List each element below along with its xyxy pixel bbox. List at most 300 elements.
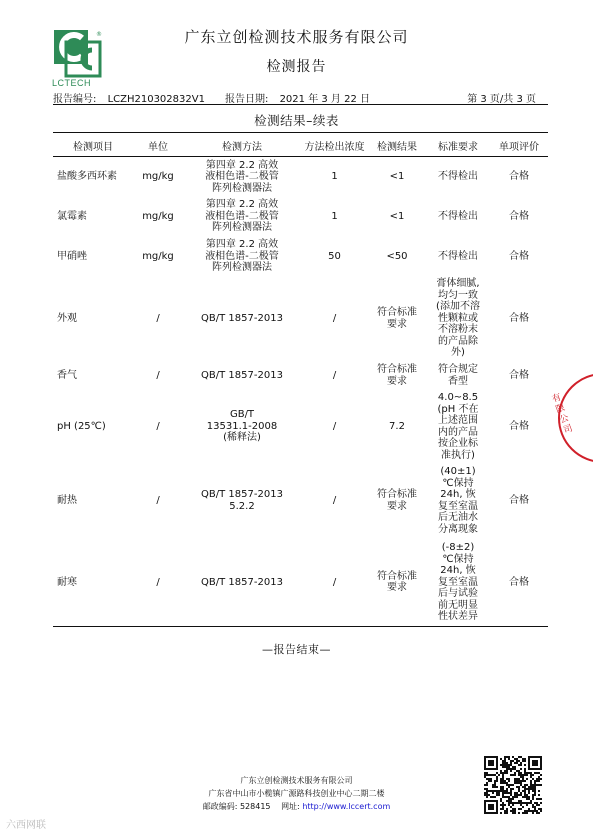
qr-module [504,790,506,792]
qr-module [504,792,506,794]
cell-result: 符合标准 要求 [377,364,417,387]
header-divider [53,104,548,105]
qr-module [530,772,532,774]
cell-result: <50 [386,250,408,262]
qr-module [532,790,534,792]
qr-module [524,758,526,760]
qr-module [490,796,492,798]
qr-module [490,790,492,792]
qr-module [526,778,528,780]
qr-module [514,782,516,784]
cell-item: 耐热 [57,494,77,506]
qr-module [506,812,508,814]
qr-module [536,812,538,814]
qr-module [486,778,488,780]
qr-module [518,812,520,814]
qr-module [508,800,510,802]
qr-module [540,810,542,812]
website-label: 网址: [281,802,300,811]
qr-module [486,796,488,798]
qr-module [512,788,514,790]
qr-module [522,758,524,760]
qr-module [504,812,506,814]
qr-module [496,794,498,796]
qr-module [500,782,502,784]
qr-module [526,802,528,804]
qr-module [520,804,522,806]
qr-module [500,808,502,810]
qr-module [506,808,508,810]
qr-module [520,764,522,766]
table-header-row [53,134,548,157]
qr-module [538,772,540,774]
table-row [53,237,548,277]
qr-module [520,782,522,784]
qr-module [494,774,496,776]
qr-module [510,800,512,802]
qr-module [498,790,500,792]
qr-module [518,786,520,788]
qr-module [516,762,518,764]
qr-module [484,772,486,774]
qr-module [530,802,532,804]
footer-address: 广东省中山市小榄镇广源路科技创业中心二期二楼 [208,789,385,798]
qr-module [500,788,502,790]
cell-detection-limit: / [301,539,368,627]
qr-module [524,770,526,772]
table-top-rule [53,132,548,133]
qr-module [518,764,520,766]
cell-result: <1 [389,171,405,182]
qr-module [508,792,510,794]
qr-module [526,804,528,806]
page-info: 第 3 页/共 3 页 [467,94,536,105]
qr-module [524,790,526,792]
qr-module [524,764,526,766]
cell-evaluation: 合格 [509,312,529,324]
table-row [53,361,548,391]
cell-method: GB/T 13531.1-2008 (稀释法) [206,409,278,444]
qr-module [502,786,504,788]
qr-module [506,796,508,798]
qr-module [510,760,512,762]
cell-evaluation: 合格 [509,250,529,262]
qr-module [512,768,514,770]
svg-text:®: ® [96,31,102,38]
qr-module [518,778,520,780]
qr-module [506,784,508,786]
qr-module [492,790,494,792]
qr-module [522,774,524,776]
qr-module [536,804,538,806]
results-table [53,134,548,627]
qr-module [524,796,526,798]
qr-module [502,760,504,762]
qr-module [504,758,506,760]
qr-module [504,780,506,782]
results-title: 检测结果–续表 [254,113,339,128]
report-number [53,90,205,105]
qr-module [520,768,522,770]
qr-module [512,760,514,762]
qr-module [486,782,488,784]
qr-module [506,790,508,792]
header-evaluation: 单项评价 [490,134,548,157]
cell-evaluation: 合格 [490,539,548,627]
qr-module [534,790,536,792]
qr-module [514,794,516,796]
qr-module [510,790,512,792]
qr-module [526,798,528,800]
qr-module [522,802,524,804]
qr-module [540,808,542,810]
qr-module [520,784,522,786]
qr-module [516,760,518,762]
qr-module [534,792,536,794]
qr-module [540,798,542,800]
report-title: 检测报告 [266,59,327,75]
qr-module [506,800,508,802]
qr-module [538,808,540,810]
qr-module [514,808,516,810]
qr-module [502,794,504,796]
report-date-label: 报告日期: [225,94,269,105]
qr-module [534,786,536,788]
qr-module [502,762,504,764]
qr-module [510,762,512,764]
qr-module [516,792,518,794]
qr-module [530,774,532,776]
cell-item: 香气 [57,369,77,381]
qr-module [534,782,536,784]
qr-module [496,778,498,780]
qr-module [484,784,486,786]
qr-module [502,788,504,790]
qr-module [484,792,486,794]
qr-module [518,780,520,782]
qr-module [538,804,540,806]
qr-module [532,806,534,808]
qr-module [504,760,506,762]
qr-module [536,780,538,782]
qr-module [518,770,520,772]
qr-module [522,806,524,808]
qr-module [502,776,504,778]
qr-module [488,778,490,780]
table-row [53,539,548,627]
qr-module [520,762,522,764]
qr-module [524,810,526,812]
cell-result: <1 [389,210,405,222]
report-number-label: 报告编号: [53,94,97,105]
qr-module [514,768,516,770]
cell-requirement: 不得检出 [438,210,478,222]
qr-module [506,762,508,764]
qr-module [498,792,500,794]
qr-module [504,756,506,758]
qr-module [528,802,530,804]
qr-module [516,794,518,796]
qr-module [526,788,528,790]
qr-module [534,772,536,774]
qr-module [530,800,532,802]
qr-module [512,804,514,806]
qr-module [522,796,524,798]
qr-module [532,810,534,812]
qr-module [492,774,494,776]
qr-module [504,764,506,766]
qr-module [508,768,510,770]
qr-module [498,774,500,776]
qr-module [508,796,510,798]
qr-module [510,764,512,766]
cell-detection-limit: 50 [328,250,341,262]
cell-requirement: 符合规定 香型 [438,364,478,387]
qr-module [530,810,532,812]
qr-module [534,788,536,790]
qr-module [500,798,502,800]
qr-module [496,772,498,774]
cell-result: 7.2 [389,420,405,432]
cell-method: QB/T 1857-2013 5.2.2 [201,489,283,512]
qr-module [520,794,522,796]
report-date [225,90,370,105]
qr-module [530,788,532,790]
qr-module [518,800,520,802]
qr-module [504,772,506,774]
cell-item: pH (25℃) [57,420,106,432]
qr-module [488,794,490,796]
table-row [53,157,548,197]
qr-module [524,794,526,796]
qr-module [510,768,512,770]
cell-result: 符合标准 要求 [368,539,426,627]
qr-module [502,796,504,798]
qr-module [514,812,516,814]
qr-module [522,780,524,782]
table-row [53,197,548,237]
qr-module [524,768,526,770]
cell-evaluation: 合格 [509,494,529,506]
qr-module [492,796,494,798]
qr-module [506,792,508,794]
qr-module [510,794,512,796]
qr-module [538,776,540,778]
cell-item: 外观 [57,312,77,324]
qr-module [538,780,540,782]
qr-module [514,810,516,812]
qr-module [522,812,524,814]
cell-result: 符合标准 要求 [377,307,417,330]
qr-module [512,796,514,798]
cell-unit: / [133,539,183,627]
cell-detection-limit: / [332,312,337,324]
qr-module [518,772,520,774]
qr-module [524,772,526,774]
qr-module [502,764,504,766]
qr-module [486,790,488,792]
qr-module [524,792,526,794]
qr-module [500,770,502,772]
qr-module [540,778,542,780]
qr-module [526,796,528,798]
qr-module [532,786,534,788]
cell-item: 耐寒 [53,539,133,627]
report-end-note: —报告结束— [262,643,331,656]
qr-module [502,806,504,808]
qr-module [484,774,486,776]
cell-unit: mg/kg [142,210,174,222]
qr-module [524,760,526,762]
header-requirement: 标准要求 [426,134,490,157]
qr-module [508,786,510,788]
qr-module [526,810,528,812]
cell-requirement: (40±1) ℃保持 24h, 恢 复至室温 后无油水 分离现象 [438,466,478,535]
qr-module [520,772,522,774]
qr-module [530,786,532,788]
qr-module [494,780,496,782]
qr-module [520,776,522,778]
qr-module [520,774,522,776]
cell-detection-limit: 1 [331,171,338,182]
qr-module [506,770,508,772]
qr-module [540,784,542,786]
qr-module [514,778,516,780]
qr-module [522,790,524,792]
qr-module [512,808,514,810]
qr-module [538,784,540,786]
header-item: 检测项目 [53,134,133,157]
qr-module [530,780,532,782]
cell-unit: / [156,312,160,324]
cell-result: 符合标准 要求 [377,489,417,512]
qr-module [512,798,514,800]
qr-module [496,790,498,792]
qr-module [500,790,502,792]
qr-module [486,784,488,786]
cell-detection-limit: / [332,494,337,506]
qr-module [488,780,490,782]
qr-module [526,772,528,774]
qr-module [504,762,506,764]
qr-module [506,764,508,766]
header-detection-limit: 方法检出浓度 [301,134,368,157]
cell-method: QB/T 1857-2013 [183,539,301,627]
qr-module [500,758,502,760]
qr-module [530,784,532,786]
qr-module [524,784,526,786]
cell-requirement: 不得检出 [438,250,478,262]
qr-module [538,798,540,800]
qr-module [512,756,514,758]
qr-module [502,766,504,768]
cell-unit: / [156,369,160,381]
qr-module [510,788,512,790]
qr-module [512,766,514,768]
qr-module [526,812,528,814]
qr-module [502,790,504,792]
report-date-value: 2021 年 3 月 22 日 [279,94,370,105]
qr-module [522,778,524,780]
qr-module [534,806,536,808]
qr-module [522,776,524,778]
footer-company: 广东立创检测技术服务有限公司 [240,776,353,785]
qr-module [524,786,526,788]
qr-module [508,756,510,758]
qr-module [516,782,518,784]
qr-module [502,782,504,784]
qr-module [508,802,510,804]
qr-module [510,774,512,776]
qr-module [524,802,526,804]
qr-module [502,804,504,806]
cell-evaluation: 合格 [509,369,529,381]
qr-module [540,802,542,804]
table-row [53,463,548,539]
qr-module [512,774,514,776]
qr-module [492,784,494,786]
cell-evaluation: 合格 [509,171,529,182]
qr-module [518,808,520,810]
postcode-label: 邮政编码: [202,802,238,811]
header-result: 检测结果 [368,134,426,157]
qr-module [510,784,512,786]
cell-detection-limit: / [332,420,337,432]
cell-requirement: 4.0~8.5 (pH 不在 上述范围 内的产品 按企业标 准执行) [437,392,479,461]
cell-method: 第四章 2.2 高效 液相色谱-二极管 阵列检测器法 [205,199,279,234]
qr-module [490,774,492,776]
qr-module [502,780,504,782]
qr-module [508,798,510,800]
qr-code-icon [484,756,542,814]
header-unit: 单位 [133,134,183,157]
qr-module [532,788,534,790]
qr-module [516,802,518,804]
qr-module [538,778,540,780]
cell-evaluation: 合格 [509,420,529,432]
qr-module [528,808,530,810]
qr-module [520,802,522,804]
qr-module [516,796,518,798]
qr-module [490,778,492,780]
qr-module [502,802,504,804]
qr-module [534,802,536,804]
qr-module [494,786,496,788]
qr-module [514,762,516,764]
qr-module [538,790,540,792]
qr-module [502,792,504,794]
qr-module [506,768,508,770]
qr-module [536,810,538,812]
qr-module [528,796,530,798]
qr-module [514,772,516,774]
qr-module [510,810,512,812]
qr-module [520,792,522,794]
qr-module [534,784,536,786]
qr-module [508,780,510,782]
qr-module [492,786,494,788]
qr-module [502,772,504,774]
qr-module [518,802,520,804]
qr-module [536,778,538,780]
qr-module [520,800,522,802]
qr-module [506,756,508,758]
website-link[interactable]: http://www.lccert.com [302,802,391,811]
cell-unit: / [156,494,160,506]
qr-module [510,792,512,794]
qr-module [504,766,506,768]
qr-module [528,798,530,800]
